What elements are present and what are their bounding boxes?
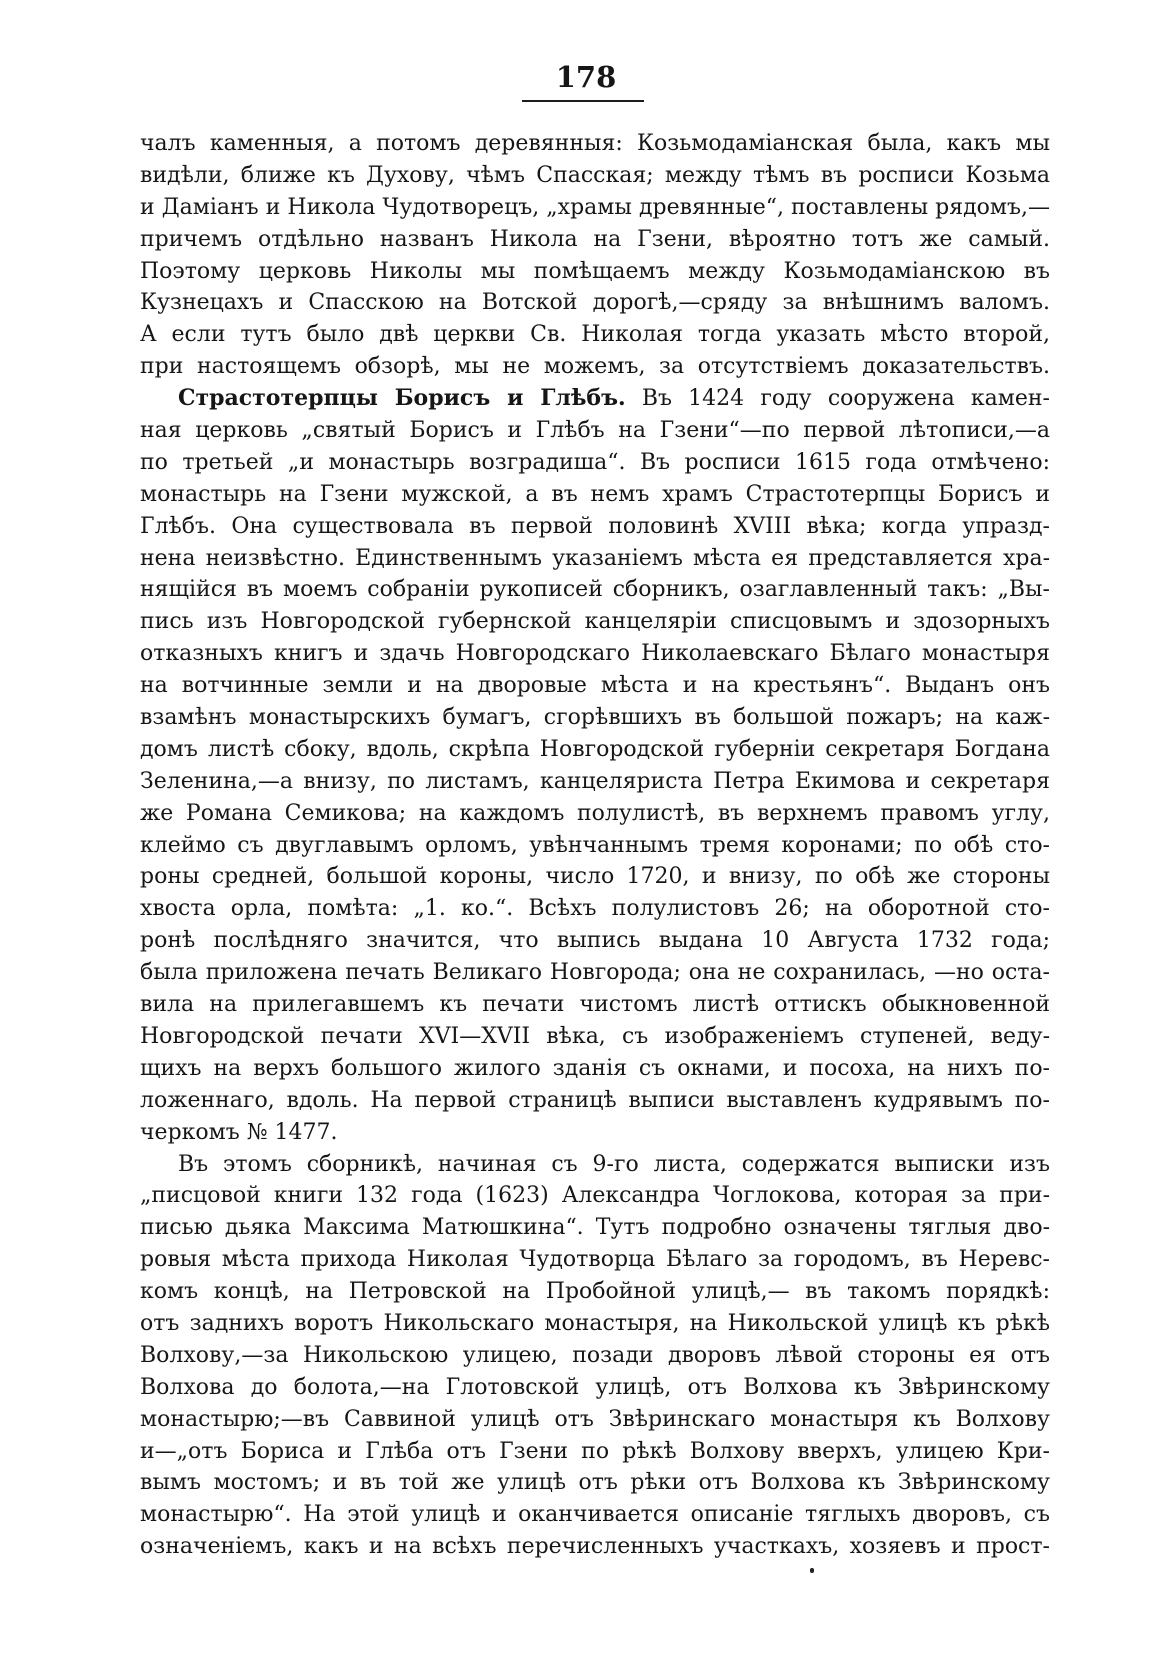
text-line: щихъ на верхъ большого жилого зданія съ окнами, и посоха, на нихъ по- [140,1055,1050,1081]
text-line: нена неизвѣстно. Единственнымъ указаніемъ мѣста ея представляется хра- [140,545,1050,571]
text-line: ронѣ послѣдняго значится, что выпись выдана 10 Августа 1732 года; [140,928,1050,954]
text-line [140,383,1050,415]
section-heading: Страстотерпцы Борисъ и Глѣбъ. [178,385,626,412]
text-line: черкомъ № 1477. [140,1119,338,1145]
text-line: на вотчинные земли и на дворовые мѣста и на крестьянъ“. Выданъ онъ [140,673,1050,699]
text-line: домъ листѣ сбоку, вдоль, скрѣпа Новгородской губерніи секретаря Богдана [140,736,1050,762]
text-line: пись изъ Новгородской губернской канцеляріи списцовымъ и здозорныхъ [140,609,1050,635]
text-line: клеймо съ двуглавымъ орломъ, увѣнчаннымъ тремя коронами; по обѣ сто- [140,832,1050,858]
text-line: по третьей „и монастырь возградиша“. Въ росписи 1615 года отмѣчено: [140,449,1050,475]
text-line: Новгородской печати XVI—XVII вѣка, съ изображеніемъ ступеней, веду- [140,1023,1050,1049]
body-text [140,128,1050,1563]
text-line: же Романа Семикова; на каждомъ полулистѣ, въ верхнемъ правомъ углу, [140,800,1050,826]
page-number: 178 [555,60,617,94]
text-line: видѣли, ближе къ Духову, чѣмъ Спасская; между тѣмъ въ росписи Козьма [140,162,1050,188]
text-line: монастырю;—въ Саввиной улицѣ отъ Звѣринскаго монастыря къ Волхову [140,1406,1050,1432]
text-line: вымъ мостомъ; и въ той же улицѣ отъ рѣки отъ Волхова къ Звѣринскому [140,1470,1050,1496]
text-line: отъ заднихъ воротъ Никольскаго монастыря, на Никольской улицѣ къ рѣкѣ [140,1310,1050,1336]
text-line: Волхову,—за Никольскою улицею, позади дворовъ лѣвой стороны ея отъ [140,1342,1050,1368]
text-line: Кузнецахъ и Спасскою на Вотской дорогѣ,—сряду за внѣшнимъ валомъ. [140,290,1050,316]
text-line: Зеленина,—а внизу, по листамъ, канцеляриста Петра Екимова и секретаря [140,768,1050,794]
text-line: А если тутъ было двѣ церкви Св. Николая тогда указать мѣсто второй, [140,322,1050,348]
text-line: роны средней, большой короны, число 1720, и внизу, по обѣ же стороны [140,864,1050,890]
text-line: писью дьяка Максима Матюшкина“. Тутъ подробно означены тяглыя дво- [140,1215,1050,1241]
text-line: была приложена печать Великаго Новгорода; она не сохранилась, —но оста- [140,960,1050,986]
text-line: „писцовой книги 132 года (1623) Александра Чоглокова, которая за при- [140,1183,1050,1209]
text-line: монастырю“. На этой улицѣ и оканчивается описаніе тяглыхъ дворовъ, съ [140,1502,1050,1528]
text-line: Поэтому церковь Николы мы помѣщаемъ между Козьмодаміанскою въ [140,258,1050,284]
text-line: вила на прилегавшемъ къ печати чистомъ листѣ оттискъ обыкновенной [140,992,1050,1018]
page-number-rule [522,100,644,102]
line-text: Въ 1424 году сооружена камен- [625,386,1050,412]
text-line: отказныхъ книгъ и здачь Новгородскаго Николаевскаго Бѣлаго монастыря [140,641,1050,667]
text-line: причемъ отдѣльно названъ Никола на Гзени, вѣроятно тотъ же самый. [140,226,1050,252]
text-line: взамѣнъ монастырскихъ бумагъ, сгорѣвшихъ въ большой пожаръ; на каж- [140,705,1050,731]
text-line: ная церковь „святый Борисъ и Глѣбъ на Гзени“—по первой лѣтописи,—а [140,418,1050,444]
text-line: Въ этомъ сборникѣ, начиная съ 9-го листа, содержатся выписки изъ [178,1151,1050,1177]
text-line: ровыя мѣста прихода Николая Чудотворца Бѣлаго за городомъ, въ Неревс- [140,1247,1050,1273]
text-line: и Даміанъ и Никола Чудотворецъ, „храмы древянные“, поставлены рядомъ,— [140,194,1050,220]
text-line: комъ концѣ, на Петровской на Пробойной улицѣ,— въ такомъ порядкѣ: [140,1279,1050,1305]
text-line: чалъ каменныя, а потомъ деревянныя: Козьмодаміанская была, какъ мы [140,131,1050,156]
text-line: и—„отъ Бориса и Глѣба отъ Гзени по рѣкѣ Волхову вверхъ, улицею Кри- [140,1438,1050,1464]
text-line: ложеннаго, вдоль. На первой страницѣ выписи выставленъ кудрявымъ по- [140,1087,1050,1113]
text-line: означеніемъ, какъ и на всѣхъ перечисленныхъ участкахъ, хозяевъ и прост- [140,1534,1050,1560]
text-line: нящійся въ моемъ собраніи рукописей сборникъ, озаглавленный такъ: „Вы- [140,577,1050,603]
ink-speck [810,1568,814,1573]
text-line: хвоста орла, помѣта: „1. ко.“. Всѣхъ полулистовъ 26; на оборотной сто- [140,896,1050,922]
text-line: при настоящемъ обзорѣ, мы не можемъ, за отсутствіемъ доказательствъ. [140,354,1050,380]
text-line: Волхова до болота,—на Глотовской улицѣ, отъ Волхова къ Звѣринскому [140,1374,1050,1400]
text-line: Глѣбъ. Она существовала въ первой половинѣ XVIII вѣка; когда упразд- [140,513,1050,539]
text-line: монастырь на Гзени мужской, а въ немъ храмъ Страстотерпцы Борисъ и [140,481,1050,507]
